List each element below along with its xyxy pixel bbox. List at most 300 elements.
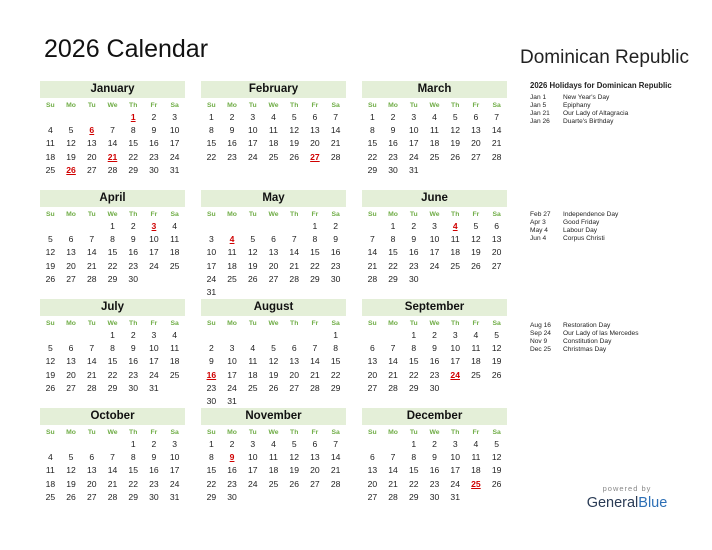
- weekday-label: We: [429, 429, 440, 436]
- day-cell: 22: [128, 151, 138, 162]
- month-february: [201, 81, 346, 164]
- day-cell: 13: [491, 234, 502, 245]
- day-cell: 12: [45, 247, 56, 258]
- holiday-item: [530, 227, 710, 235]
- holiday-day: 1: [130, 112, 136, 122]
- day-cell: 6: [473, 112, 479, 122]
- weekday-label: Th: [451, 320, 460, 327]
- day-cell: 5: [291, 112, 297, 122]
- day-cell: 14: [491, 125, 502, 136]
- day-cell: 7: [89, 343, 95, 354]
- day-cell: 26: [491, 369, 502, 380]
- empty-day: [383, 329, 404, 342]
- weekday-label: Th: [451, 102, 460, 109]
- day-cell: 28: [107, 491, 118, 502]
- holiday-item: [530, 211, 710, 219]
- day-cell: 4: [473, 330, 479, 340]
- day-cell: 30: [227, 491, 237, 502]
- day-cell: 15: [128, 465, 138, 476]
- day-cell: 5: [271, 343, 276, 354]
- day-cell: 1: [110, 221, 115, 231]
- day-cell: 11: [45, 138, 55, 149]
- day-cell: 13: [87, 465, 97, 476]
- day-cell: 18: [169, 247, 180, 258]
- brand-name: [582, 494, 672, 512]
- day-cell: 8: [369, 125, 375, 136]
- holiday-list-q1: [530, 80, 710, 126]
- weekday-label: Th: [290, 429, 299, 436]
- empty-day: [362, 438, 383, 451]
- day-cell: 3: [250, 439, 256, 449]
- day-cell: 24: [149, 260, 159, 271]
- holiday-name: Independence Day: [563, 211, 619, 218]
- day-cell: 17: [149, 356, 159, 367]
- day-cell: 18: [248, 369, 258, 380]
- day-cell: 29: [128, 164, 138, 175]
- day-cell: 29: [310, 273, 320, 284]
- day-cell: 26: [471, 260, 481, 271]
- day-cell: 7: [390, 452, 396, 463]
- day-cell: 24: [248, 151, 258, 162]
- day-cell: 15: [206, 138, 217, 149]
- holiday-name: Our Lady of las Mercedes: [563, 330, 639, 337]
- weekday-label: Su: [46, 102, 55, 109]
- day-cell: 19: [491, 465, 502, 476]
- month-september: [362, 299, 507, 395]
- weekday-label: Tu: [248, 429, 257, 436]
- page-title: 2026 Calendar: [44, 35, 209, 63]
- day-cell: 28: [330, 478, 341, 489]
- day-cell: 16: [429, 465, 440, 476]
- month-july: [40, 299, 185, 395]
- day-cell: 22: [310, 260, 320, 271]
- day-cell: 21: [310, 369, 320, 380]
- day-cell: 28: [367, 273, 378, 284]
- day-cell: 10: [169, 452, 180, 463]
- day-cell: 14: [330, 125, 341, 136]
- day-cell: 28: [388, 382, 398, 393]
- day-cell: 5: [494, 330, 500, 340]
- day-cell: 8: [110, 343, 115, 354]
- empty-day: [362, 329, 383, 342]
- day-cell: 13: [289, 356, 299, 367]
- empty-day: [102, 438, 123, 451]
- weekday-header: [201, 100, 346, 111]
- day-cell: 26: [450, 151, 460, 162]
- day-cell: 23: [330, 260, 341, 271]
- day-cell: 23: [149, 478, 159, 489]
- day-cell: 19: [248, 260, 258, 271]
- weekday-header: [362, 209, 507, 220]
- weekday-label: Mo: [66, 102, 76, 109]
- day-cell: 18: [450, 247, 460, 258]
- day-cell: 20: [367, 369, 378, 380]
- day-cell: 11: [227, 247, 237, 258]
- day-cell: 30: [149, 491, 159, 502]
- day-cell: 18: [45, 151, 56, 162]
- day-cell: 7: [333, 112, 339, 122]
- day-cell: 25: [268, 151, 279, 162]
- weekday-label: Fr: [472, 211, 480, 218]
- empty-day: [81, 438, 102, 451]
- day-cell: 30: [128, 382, 138, 393]
- weekday-label: Mo: [66, 211, 76, 218]
- holiday-item: [530, 102, 710, 110]
- weekday-label: Su: [368, 102, 377, 109]
- day-cell: 14: [107, 465, 118, 476]
- weekday-label: Tu: [87, 102, 96, 109]
- day-cell: 10: [450, 343, 460, 354]
- day-cell: 21: [388, 369, 398, 380]
- day-cell: 30: [409, 273, 419, 284]
- empty-day: [284, 329, 305, 342]
- day-cell: 26: [289, 151, 299, 162]
- day-cell: 4: [172, 330, 178, 340]
- day-cell: 8: [110, 234, 115, 245]
- weekday-label: Th: [290, 102, 299, 109]
- holiday-date: Dec 25: [530, 346, 551, 353]
- day-cell: 18: [169, 356, 180, 367]
- day-cell: 14: [388, 465, 398, 476]
- days-grid: [201, 111, 346, 164]
- weekday-label: Th: [129, 320, 138, 327]
- day-cell: 11: [248, 356, 258, 367]
- day-cell: 1: [411, 439, 417, 449]
- day-cell: 31: [149, 382, 159, 393]
- holiday-list-q2: [530, 211, 710, 243]
- day-cell: 16: [128, 247, 138, 258]
- day-cell: 5: [452, 112, 458, 122]
- day-cell: 9: [411, 234, 417, 245]
- day-cell: 17: [227, 369, 237, 380]
- weekday-label: We: [429, 102, 440, 109]
- empty-day: [81, 111, 102, 124]
- day-cell: 6: [312, 112, 318, 122]
- holiday-item: [530, 110, 710, 118]
- holiday-name: Restoration Day: [563, 322, 611, 329]
- day-cell: 4: [271, 439, 276, 449]
- days-grid: [362, 220, 507, 286]
- day-cell: 2: [432, 439, 437, 449]
- day-cell: 1: [390, 221, 396, 231]
- day-cell: 5: [47, 343, 53, 354]
- day-cell: 6: [68, 343, 74, 354]
- weekday-label: Fr: [311, 102, 319, 109]
- weekday-header: [201, 209, 346, 220]
- day-cell: 12: [45, 356, 56, 367]
- day-cell: 25: [450, 260, 460, 271]
- day-cell: 18: [268, 465, 279, 476]
- day-cell: 16: [409, 247, 419, 258]
- day-cell: 2: [333, 221, 339, 231]
- days-grid: [40, 438, 185, 504]
- weekday-label: Th: [290, 320, 299, 327]
- weekday-header: [362, 427, 507, 438]
- day-cell: 16: [227, 138, 237, 149]
- day-cell: 31: [169, 164, 180, 175]
- weekday-label: Mo: [227, 429, 237, 436]
- empty-day: [222, 329, 243, 342]
- weekday-label: Fr: [150, 429, 158, 436]
- weekday-label: Fr: [311, 211, 319, 218]
- day-cell: 3: [172, 112, 178, 122]
- month-june: [362, 190, 507, 286]
- day-cell: 6: [494, 221, 500, 231]
- day-cell: 26: [289, 478, 299, 489]
- day-cell: 18: [227, 260, 237, 271]
- holiday-day: 16: [206, 369, 217, 380]
- day-cell: 9: [229, 125, 235, 136]
- day-cell: 15: [388, 247, 398, 258]
- brand-blue: Blue: [638, 495, 668, 511]
- weekday-header: [201, 427, 346, 438]
- empty-day: [383, 438, 404, 451]
- day-cell: 21: [330, 465, 341, 476]
- day-cell: 12: [248, 247, 258, 258]
- month-title: July: [40, 299, 185, 316]
- day-cell: 19: [289, 138, 299, 149]
- day-cell: 19: [471, 247, 481, 258]
- month-august: [201, 299, 346, 408]
- day-cell: 25: [169, 369, 180, 380]
- day-cell: 22: [367, 151, 378, 162]
- empty-day: [263, 220, 284, 233]
- day-cell: 18: [471, 356, 481, 367]
- day-cell: 2: [229, 112, 235, 122]
- day-cell: 8: [390, 234, 396, 245]
- holiday-date: Jan 5: [530, 102, 547, 109]
- holiday-day: 24: [450, 369, 460, 380]
- day-cell: 3: [432, 221, 437, 231]
- day-cell: 20: [310, 465, 320, 476]
- day-cell: 12: [450, 125, 460, 136]
- weekday-label: We: [268, 320, 279, 327]
- day-cell: 19: [66, 478, 76, 489]
- day-cell: 2: [130, 330, 136, 340]
- day-cell: 10: [429, 234, 440, 245]
- weekday-label: Sa: [492, 320, 501, 327]
- day-cell: 30: [206, 395, 217, 406]
- empty-day: [81, 329, 102, 342]
- weekday-label: Mo: [388, 429, 398, 436]
- day-cell: 24: [248, 478, 258, 489]
- day-cell: 15: [367, 138, 378, 149]
- empty-day: [40, 220, 61, 233]
- day-cell: 24: [206, 273, 217, 284]
- day-cell: 26: [45, 382, 56, 393]
- days-grid: [40, 111, 185, 177]
- day-cell: 27: [66, 382, 76, 393]
- day-cell: 21: [330, 138, 341, 149]
- empty-day: [40, 111, 61, 124]
- holiday-day: 9: [229, 452, 235, 463]
- day-cell: 8: [411, 343, 417, 354]
- day-cell: 26: [268, 382, 279, 393]
- day-cell: 27: [471, 151, 481, 162]
- day-cell: 9: [130, 234, 136, 245]
- day-cell: 28: [87, 273, 97, 284]
- day-cell: 22: [107, 369, 118, 380]
- empty-day: [102, 111, 123, 124]
- day-cell: 4: [47, 125, 53, 136]
- days-grid: [362, 111, 507, 177]
- holiday-name: Our Lady of Altagracia: [563, 110, 629, 117]
- weekday-label: Mo: [66, 320, 76, 327]
- day-cell: 31: [169, 491, 180, 502]
- month-march: [362, 81, 507, 177]
- day-cell: 15: [107, 247, 118, 258]
- day-cell: 2: [151, 439, 157, 449]
- day-cell: 15: [107, 356, 118, 367]
- weekday-label: Fr: [472, 102, 480, 109]
- day-cell: 25: [248, 382, 258, 393]
- empty-day: [40, 438, 61, 451]
- day-cell: 17: [169, 138, 180, 149]
- weekday-label: Tu: [409, 102, 418, 109]
- day-cell: 1: [208, 112, 214, 122]
- day-cell: 6: [68, 234, 74, 245]
- day-cell: 29: [107, 382, 118, 393]
- day-cell: 9: [208, 356, 214, 367]
- holiday-item: [530, 346, 710, 354]
- day-cell: 21: [107, 478, 118, 489]
- day-cell: 7: [312, 343, 318, 354]
- holiday-item: [530, 322, 710, 330]
- day-cell: 22: [388, 260, 398, 271]
- holiday-day: 27: [310, 151, 320, 162]
- day-cell: 2: [411, 221, 417, 231]
- day-cell: 8: [411, 452, 417, 463]
- day-cell: 16: [128, 356, 138, 367]
- day-cell: 20: [66, 260, 76, 271]
- month-october: [40, 408, 185, 504]
- weekday-label: Mo: [388, 211, 398, 218]
- weekday-label: Sa: [492, 211, 501, 218]
- holiday-name: Labour Day: [563, 227, 598, 234]
- month-title: October: [40, 408, 185, 425]
- weekday-label: Su: [207, 429, 216, 436]
- day-cell: 28: [388, 491, 398, 502]
- day-cell: 9: [432, 343, 437, 354]
- weekday-header: [362, 100, 507, 111]
- holiday-day: 4: [452, 221, 458, 231]
- day-cell: 30: [128, 273, 138, 284]
- day-cell: 22: [409, 369, 419, 380]
- day-cell: 14: [107, 138, 118, 149]
- empty-day: [362, 220, 383, 233]
- day-cell: 11: [450, 234, 460, 245]
- day-cell: 22: [107, 260, 118, 271]
- day-cell: 7: [369, 234, 375, 245]
- holiday-item: [530, 338, 710, 346]
- month-title: November: [201, 408, 346, 425]
- weekday-label: Su: [46, 320, 55, 327]
- day-cell: 1: [333, 330, 339, 340]
- holiday-date: Apr 3: [530, 219, 546, 226]
- weekday-label: Sa: [492, 429, 501, 436]
- day-cell: 25: [45, 491, 56, 502]
- empty-day: [40, 329, 61, 342]
- weekday-label: Th: [129, 102, 138, 109]
- day-cell: 24: [149, 369, 159, 380]
- day-cell: 4: [473, 439, 479, 449]
- day-cell: 29: [206, 491, 217, 502]
- day-cell: 11: [45, 465, 55, 476]
- day-cell: 15: [409, 465, 419, 476]
- weekday-label: Sa: [170, 102, 179, 109]
- day-cell: 22: [206, 478, 217, 489]
- month-title: September: [362, 299, 507, 316]
- day-cell: 13: [66, 247, 76, 258]
- day-cell: 10: [248, 452, 258, 463]
- empty-day: [61, 438, 82, 451]
- day-cell: 16: [330, 247, 341, 258]
- month-title: May: [201, 190, 346, 207]
- weekday-label: Fr: [311, 320, 319, 327]
- holiday-item: [530, 118, 710, 126]
- day-cell: 12: [289, 125, 299, 136]
- holiday-date: Sep 24: [530, 330, 551, 337]
- month-title: April: [40, 190, 185, 207]
- day-cell: 7: [110, 125, 115, 136]
- holiday-date: Jun 4: [530, 235, 547, 242]
- weekday-label: Sa: [331, 320, 340, 327]
- holiday-name: Corpus Christi: [563, 235, 605, 242]
- holiday-name: Epiphany: [563, 102, 591, 109]
- day-cell: 19: [66, 151, 76, 162]
- day-cell: 21: [491, 138, 502, 149]
- day-cell: 6: [312, 439, 318, 449]
- weekday-label: Sa: [331, 211, 340, 218]
- weekday-header: [40, 100, 185, 111]
- weekday-label: Sa: [170, 320, 179, 327]
- day-cell: 9: [432, 452, 437, 463]
- day-cell: 30: [429, 491, 440, 502]
- weekday-label: Tu: [409, 211, 418, 218]
- holiday-item: [530, 94, 710, 102]
- day-cell: 24: [169, 151, 180, 162]
- weekday-label: Mo: [227, 102, 237, 109]
- day-cell: 8: [312, 234, 318, 245]
- empty-day: [81, 220, 102, 233]
- day-cell: 15: [330, 356, 341, 367]
- weekday-label: Tu: [248, 211, 257, 218]
- holiday-name: Constitution Day: [563, 338, 612, 345]
- day-cell: 17: [248, 465, 258, 476]
- weekday-label: We: [268, 211, 279, 218]
- day-cell: 14: [289, 247, 299, 258]
- day-cell: 6: [89, 452, 95, 463]
- weekday-label: Fr: [150, 102, 158, 109]
- day-cell: 26: [66, 491, 76, 502]
- day-cell: 22: [128, 478, 138, 489]
- weekday-label: Tu: [409, 429, 418, 436]
- day-cell: 18: [471, 465, 481, 476]
- day-cell: 31: [409, 164, 419, 175]
- empty-day: [61, 111, 82, 124]
- holiday-day: 4: [229, 234, 235, 245]
- day-cell: 7: [390, 343, 396, 354]
- holiday-name: Good Friday: [563, 219, 600, 226]
- day-cell: 2: [390, 112, 396, 122]
- month-title: June: [362, 190, 507, 207]
- weekday-label: Su: [207, 211, 216, 218]
- day-cell: 29: [409, 491, 419, 502]
- day-cell: 23: [429, 369, 440, 380]
- weekday-header: [40, 318, 185, 329]
- day-cell: 10: [169, 125, 180, 136]
- weekday-label: Mo: [227, 320, 237, 327]
